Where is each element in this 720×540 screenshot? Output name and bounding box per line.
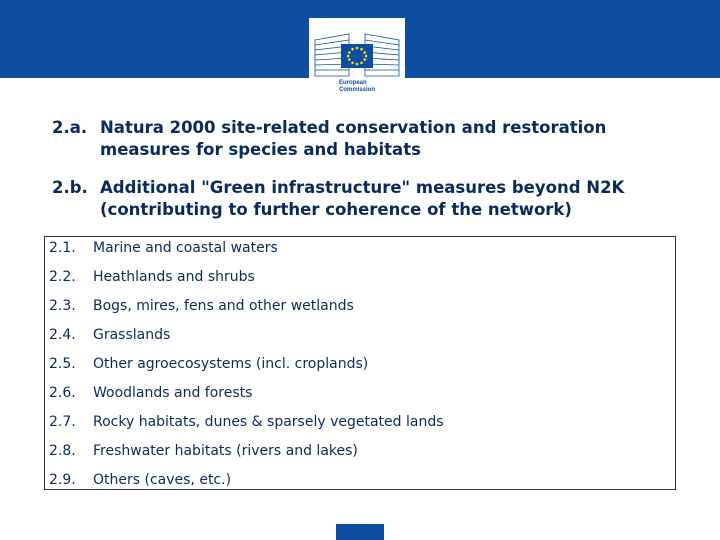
list-item-label: Bogs, mires, fens and other wetlands [93, 298, 354, 314]
list-item-label: Freshwater habitats (rivers and lakes) [93, 443, 358, 459]
list-item [49, 383, 252, 403]
list-item [49, 296, 354, 316]
heading-text-line1: Natura 2000 site-related conservation and restoration [100, 118, 607, 137]
logo-text-line2: Commission [339, 87, 376, 93]
list-item-number: 2.9. [49, 472, 76, 488]
heading-2b [52, 177, 692, 221]
list-item-number: 2.4. [49, 327, 76, 343]
list-item-label: Marine and coastal waters [93, 240, 278, 256]
list-item-number: 2.6. [49, 385, 76, 401]
list-item [49, 325, 170, 345]
list-item-number: 2.2. [49, 269, 76, 285]
heading-number: 2.b. [52, 178, 88, 197]
list-item [49, 470, 231, 490]
list-item [49, 238, 278, 258]
heading-2a [52, 117, 692, 161]
heading-number: 2.a. [52, 118, 88, 137]
list-item-label: Heathlands and shrubs [93, 269, 255, 285]
heading-text-line2: (contributing to further coherence of the network) [100, 200, 572, 219]
footer-tab [336, 524, 384, 540]
logo-text-line1: European [339, 80, 367, 86]
list-item [49, 267, 255, 287]
list-item [49, 441, 358, 461]
list-item [49, 412, 444, 432]
list-item-label: Woodlands and forests [93, 385, 253, 401]
heading-text-line1: Additional "Green infrastructure" measures beyond N2K [100, 178, 625, 197]
habitat-list [44, 236, 676, 490]
heading-text-line2: measures for species and habitats [100, 140, 421, 159]
list-item-number: 2.1. [49, 240, 76, 256]
logo-text [339, 80, 399, 94]
list-item-label: Rocky habitats, dunes & sparsely vegetated lands [93, 414, 444, 430]
list-item-label: Other agroecosystems (incl. croplands) [93, 356, 369, 372]
list-item [49, 354, 368, 374]
list-item-number: 2.5. [49, 356, 76, 372]
list-item-label: Grasslands [93, 327, 171, 343]
list-item-number: 2.7. [49, 414, 76, 430]
list-item-number: 2.8. [49, 443, 76, 459]
list-item-label: Others (caves, etc.) [93, 472, 232, 488]
european-commission-logo [309, 18, 405, 100]
list-item-number: 2.3. [49, 298, 76, 314]
